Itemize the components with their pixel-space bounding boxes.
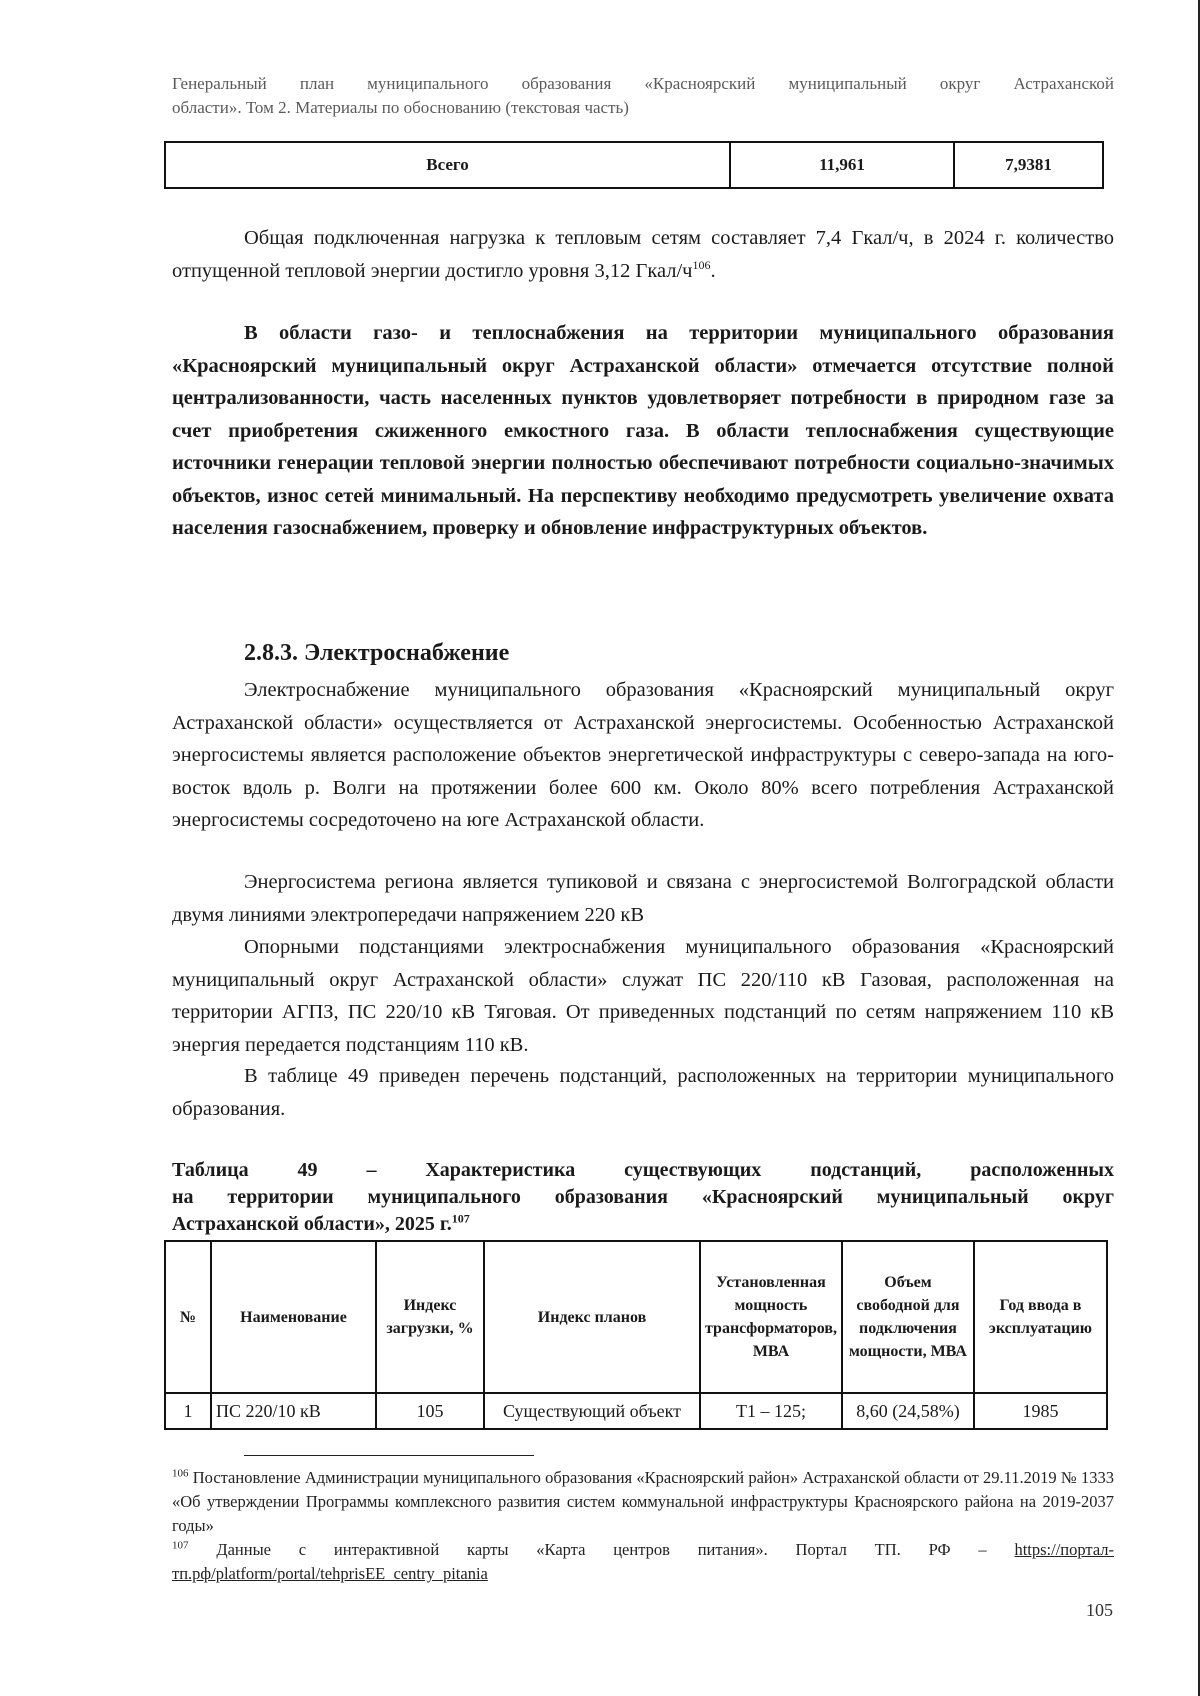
page-number: 105 <box>1086 1600 1113 1620</box>
cell-installed-capacity: Т1 – 125; <box>700 1393 842 1429</box>
table-caption <box>172 1157 1114 1238</box>
body-paragraph-1: Электроснабжение муниципального образования «Красноярский муниципальный округ Астраханской области» осуществляется от Астраханской энергосистемы. Особенностью Астраханской энергосистемы является расположение объектов энергетической инфраструктуры с северо-запада на юго-восток вдоль р. Волги на протяжении более 600 км. Около 80% всего потребления Астраханской энергосистемы сосредоточено на юге Астраханской области. <box>172 679 1114 831</box>
cell-commission-year: 1985 <box>974 1393 1107 1429</box>
table-row <box>165 1393 1107 1429</box>
footnote-107-ref: 107 <box>172 1539 189 1552</box>
footnote-107 <box>172 1538 1114 1586</box>
total-value-2: 7,9381 <box>954 142 1103 188</box>
caption-line-1: Таблица 49 – Характеристика существующих подстанций, расположенных <box>172 1159 1114 1181</box>
cell-load-index: 105 <box>376 1393 484 1429</box>
caption-line-3: Астраханской области», 2025 г. <box>172 1213 452 1235</box>
section-title: 2.8.3. Электроснабжение <box>244 640 510 666</box>
footnote-106 <box>172 1466 1114 1538</box>
table-row <box>165 142 1103 188</box>
header-free-capacity: Объем свободной для подключения мощности, МВА <box>842 1241 974 1393</box>
header-commission-year: Год ввода в эксплуатацию <box>974 1241 1107 1393</box>
header-line-2: области». Том 2. Материалы по обоснованию (текстовая часть) <box>172 98 629 117</box>
cell-free-capacity: 8,60 (24,58%) <box>842 1393 974 1429</box>
header-plan-index: Индекс планов <box>484 1241 700 1393</box>
cell-number: 1 <box>165 1393 211 1429</box>
cell-name: ПС 220/10 кВ <box>211 1393 376 1429</box>
footnote-separator <box>244 1455 534 1456</box>
footnote-107-link[interactable]: https://портал-тп.рф/platform/portal/tehprisEE_centry_pitania <box>172 1540 1115 1583</box>
heat-load-paragraph <box>172 222 1114 287</box>
footnote-106-ref: 106 <box>172 1467 189 1480</box>
body-paragraph-3: Опорными подстанциями электроснабжения муниципального образования «Красноярский муниципальный округ Астраханской области» служат ПС 220/110 кВ Газовая, расположенная на территории АГПЗ, ПС 220/10 кВ Тяговая. От приведенных подстанций по сетям напряжением 110 кВ энергия передается подстанциям 110 кВ. <box>172 936 1114 1056</box>
heat-load-text: Общая подключенная нагрузка к тепловым сетям составляет 7,4 Гкал/ч, в 2024 г. количество отпущенной тепловой энергии достигло уровня 3,12 Гкал/ч <box>172 227 1114 282</box>
header-line-1: Генеральный план муниципального образования «Красноярский муниципальный округ Астраханской <box>172 74 1114 93</box>
document-header <box>172 72 1114 120</box>
body-paragraph-4: В таблице 49 приведен перечень подстанций, расположенных на территории муниципального образования. <box>172 1065 1114 1120</box>
conclusion-paragraph: В области газо- и теплоснабжения на территории муниципального образования «Красноярский муниципальный округ Астраханской области» отмечается отсутствие полной централизованности, часть населенных пунктов удовлетворяет потребности в природном газе за счет приобретения сжиженного емкостного газа. В области теплоснабжения существующие источники генерации тепловой энергии полностью обеспечивают потребности социально-значимых объектов, износ сетей минимальный. На перспективу необходимо предусмотреть увеличение охвата населения газоснабжением, проверку и обновление инфраструктурных объектов. <box>172 322 1114 539</box>
substations-table <box>164 1240 1108 1430</box>
footnote-ref-106: 106 <box>692 257 711 272</box>
total-label: Всего <box>165 142 730 188</box>
footnotes <box>172 1466 1114 1586</box>
heat-load-end: . <box>710 259 716 282</box>
caption-line-2: на территории муниципального образования «Красноярский муниципальный округ <box>172 1186 1114 1208</box>
total-row-table <box>164 141 1104 189</box>
header-name: Наименование <box>211 1241 376 1393</box>
cell-plan-index: Существующий объект <box>484 1393 700 1429</box>
footnote-106-text: Постановление Администрации муниципального образования «Красноярский район» Астраханской области от 29.11.2019 № 1333 «Об утверждении Программы комплексного развития систем коммунальной инфраструктуры Красноярского района на 2019-2037 годы» <box>172 1468 1114 1535</box>
body-paragraph-2: Энергосистема региона является тупиковой и связана с энергосистемой Волгоградской области двумя линиями электропередачи напряжением 220 кВ <box>172 871 1114 926</box>
table-header-row <box>165 1241 1107 1393</box>
header-number: № <box>165 1241 211 1393</box>
footnote-107-text: Данные с интерактивной карты «Карта центров питания». Портал ТП. РФ – <box>216 1540 987 1559</box>
footnote-ref-107: 107 <box>451 1211 470 1226</box>
total-value-1: 11,961 <box>730 142 954 188</box>
header-installed-capacity: Установленная мощность трансформаторов, МВА <box>700 1241 842 1393</box>
header-load-index: Индекс загрузки, % <box>376 1241 484 1393</box>
